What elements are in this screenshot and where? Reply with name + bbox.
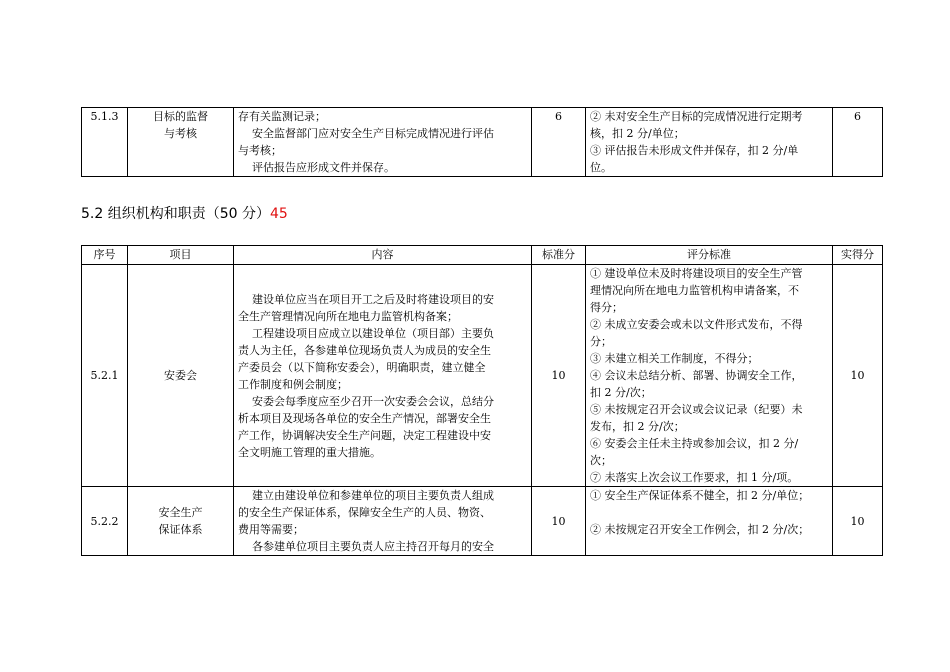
evaluation-table-continued — [81, 107, 883, 177]
header-standard-score: 标准分 — [532, 246, 586, 265]
row-criteria — [586, 487, 833, 556]
content-line: 产委员会（以下简称安委会），明确职责，建立健全 — [238, 360, 486, 374]
criteria-line: ⑦ 未落实上次会议工作要求，扣 1 分/项。 — [590, 471, 799, 484]
criteria-line: ③ 评估报告未形成文件并保存，扣 2 分/单 — [590, 144, 799, 157]
row-actual-score: 10 — [833, 487, 883, 556]
content-line: 评估报告应形成文件并保存。 — [252, 161, 395, 174]
section-title: 5.2 组织机构和职责（50 分） — [81, 206, 270, 222]
criteria-line: 分； — [590, 335, 612, 348]
header-actual-score: 实得分 — [833, 246, 883, 265]
criteria-line: 得分； — [590, 301, 623, 314]
table-row — [82, 487, 883, 556]
row-number: 5.1.3 — [82, 108, 128, 177]
criteria-line: ① 安全生产保证体系不健全，扣 2 分/单位； — [590, 489, 810, 502]
section-heading — [81, 203, 288, 223]
row-item — [128, 487, 234, 556]
content-line: 安全监督部门应对安全生产目标完成情况进行评估 — [252, 127, 494, 140]
criteria-line: 扣 2 分/次； — [590, 386, 652, 399]
content-line: 工作制度和例会制度； — [238, 377, 348, 391]
criteria-line: ② 未成立安委会或未以文件形式发布，不得 — [590, 318, 803, 331]
row-criteria — [586, 108, 833, 177]
criteria-line: 理情况向所在地电力监管机构申请备案，不 — [590, 284, 799, 297]
item-line: 安全生产 — [158, 506, 203, 519]
content-line: 全文明施工管理的重大措施。 — [238, 445, 381, 459]
criteria-line: ③ 未建立相关工作制度，不得分； — [590, 352, 759, 365]
criteria-line: 核，扣 2 分/单位； — [590, 127, 685, 140]
criteria-line: ⑤ 未按规定召开会议或会议记录（纪要）未 — [590, 403, 803, 416]
item-line: 与考核 — [164, 127, 197, 140]
table-row — [82, 265, 883, 487]
evaluation-table — [81, 245, 883, 556]
content-line: 全生产管理情况向所在地电力监管机构备案； — [238, 309, 458, 323]
row-item: 安委会 — [128, 265, 234, 487]
header-item: 项目 — [128, 246, 234, 265]
content-line: 建设单位应当在项目开工之后及时将建设项目的安 — [252, 292, 494, 306]
item-line: 目标的监督 — [153, 110, 208, 123]
header-no: 序号 — [82, 246, 128, 265]
row-item — [128, 108, 234, 177]
criteria-line: 发布，扣 2 分/次； — [590, 420, 685, 433]
row-standard-score: 6 — [532, 108, 586, 177]
criteria-line: ② 未对安全生产目标的完成情况进行定期考 — [590, 110, 803, 123]
content-line: 建立由建设单位和参建单位的项目主要负责人组成 — [252, 489, 494, 502]
content-line: 存有关监测记录； — [238, 110, 326, 123]
criteria-line: ② 未按规定召开安全工作例会，扣 2 分/次； — [590, 523, 810, 536]
header-content: 内容 — [234, 246, 532, 265]
table-header-row — [82, 246, 883, 265]
criteria-line — [590, 504, 828, 521]
row-actual-score: 6 — [833, 108, 883, 177]
content-line: 费用等需要； — [238, 523, 304, 536]
row-content — [234, 265, 532, 487]
content-line: 产工作，协调解决安全生产问题，决定工程建设中安 — [238, 428, 491, 442]
row-standard-score: 10 — [532, 265, 586, 487]
content-line: 责人为主任，各参建单位现场负责人为成员的安全生 — [238, 343, 491, 357]
row-standard-score: 10 — [532, 487, 586, 556]
criteria-line: ⑥ 安委会主任未主持或参加会议，扣 2 分/ — [590, 437, 799, 450]
content-line: 与考核； — [238, 144, 282, 157]
content-line: 安委会每季度应至少召开一次安委会会议，总结分 — [252, 394, 494, 408]
content-line: 工程建设项目应成立以建设单位（项目部）主要负 — [252, 326, 494, 340]
criteria-line: ④ 会议未总结分析、部署、协调安全工作， — [590, 369, 803, 382]
row-content — [234, 487, 532, 556]
row-number: 5.2.2 — [82, 487, 128, 556]
row-criteria — [586, 265, 833, 487]
row-number: 5.2.1 — [82, 265, 128, 487]
row-actual-score: 10 — [833, 265, 883, 487]
table-row — [82, 108, 883, 177]
section-score: 45 — [269, 206, 288, 222]
row-content — [234, 108, 532, 177]
content-line: 析本项目及现场各单位的安全生产情况，部署安全生 — [238, 411, 491, 425]
item-line: 保证体系 — [158, 523, 203, 536]
header-criteria: 评分标准 — [586, 246, 833, 265]
criteria-line: 次； — [590, 454, 612, 467]
content-line: 各参建单位项目主要负责人应主持召开每月的安全 — [252, 540, 494, 553]
criteria-line: 位。 — [590, 161, 612, 174]
criteria-line: ① 建设单位未及时将建设项目的安全生产管 — [590, 267, 803, 280]
content-line: 的安全生产保证体系，保障安全生产的人员、物资、 — [238, 506, 491, 519]
